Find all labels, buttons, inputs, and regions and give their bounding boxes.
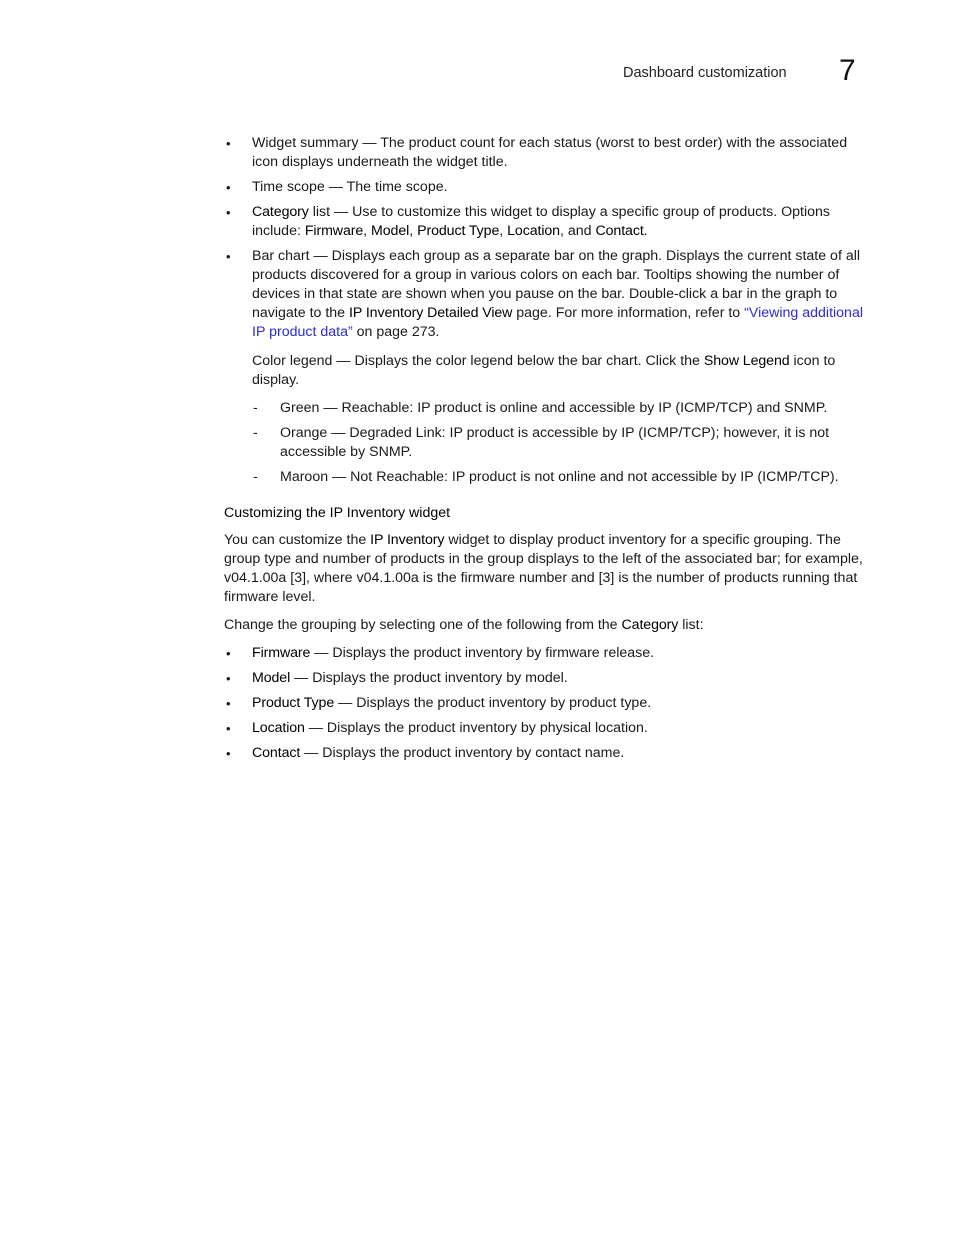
separator: , [363,223,372,239]
list-item [224,644,870,663]
time-scope-text: Time scope — The time scope. [252,179,448,195]
bullet-icon: • [226,249,231,264]
option-desc: — Displays the product inventory by physical location. [304,720,648,736]
ui-term-ip-inventory-detailed-view: IP Inventory Detailed View [349,305,513,321]
bullet-icon: • [226,646,231,661]
bullet-icon: • [226,671,231,686]
list-item [224,744,870,763]
chapter-number: 7 [839,54,856,87]
change-grouping-paragraph [224,616,870,635]
section-heading: Customizing the IP Inventory widget [224,505,451,521]
bar-chart-text: Bar chart — Displays each group as a separate bar on the graph. Displays the current state of all products discovered for a group in various colors on each bar. Tooltips showing the number of devices in that state are shown when you pause on the bar. Double-click a bar in the graph to navigate to the [252,248,861,321]
widget-summary-text: Widget summary — The product count for each status (worst to best order) with the associated icon displays underneath the widget title. [252,135,848,170]
cross-reference-link[interactable]: “Viewing additional IP product data” [252,305,863,340]
color-legend-text-b: icon to display. [252,353,836,388]
category-text: list — Use to customize this widget to display a specific group of products. Options include: [252,204,831,239]
sentence-end: . [643,223,648,239]
ui-term-category: Category [621,617,679,633]
bullet-icon: • [226,205,231,220]
list-item [224,669,870,688]
section-intro-paragraph [224,531,870,607]
bullet-icon: • [226,721,231,736]
intro-text: You can customize the [224,532,371,548]
ui-term-location: Location [252,720,305,736]
bullet-icon: • [226,136,231,151]
list-item [252,424,870,462]
dash-icon: - [253,400,258,416]
separator: , and [559,223,596,239]
ui-term-contact: Contact [252,745,301,761]
legend-maroon-text: Maroon — Not Reachable: IP product is not online and not accessible by IP (ICMP/TCP). [280,469,839,485]
ui-term-model: Model [371,223,410,239]
legend-orange-text: Orange — Degraded Link: IP product is accessible by IP (ICMP/TCP); however, it is not accessible by SNMP. [280,425,830,460]
ui-term-ip-inventory: IP Inventory [370,532,445,548]
option-desc: — Displays the product inventory by model. [290,670,568,686]
list-item [224,694,870,713]
change-text-b: list: [678,617,704,633]
option-desc: — Displays the product inventory by firmware release. [310,645,655,661]
bullet-icon: • [226,696,231,711]
grouping-options-list [224,644,870,763]
list-item [252,399,870,418]
option-desc: — Displays the product inventory by contact name. [300,745,625,761]
section-title: Dashboard customization [623,65,787,81]
legend-green-text: Green — Reachable: IP product is online and accessible by IP (ICMP/TCP) and SNMP. [280,400,828,416]
list-item [224,719,870,738]
dash-icon: - [253,469,258,485]
page-reference-text: on page 273. [352,324,440,340]
bullet-icon: • [226,180,231,195]
separator: , [409,223,418,239]
page-content [224,134,870,769]
ui-term-model: Model [252,670,291,686]
bar-chart-text-b: page. For more information, refer to [512,305,745,321]
bullet-icon: • [226,746,231,761]
color-legend-paragraph [252,352,870,390]
color-legend-list [252,399,870,487]
color-legend-text: Color legend — Displays the color legend below the bar chart. Click the [252,353,704,369]
ui-term-product-type: Product Type [252,695,335,711]
ui-term-show-legend: Show Legend [703,353,790,369]
change-text: Change the grouping by selecting one of the following from the [224,617,622,633]
ui-term-category: Category [252,204,309,220]
ui-term-firmware: Firmware [252,645,311,661]
list-item [252,468,870,487]
list-item [224,178,870,197]
ui-term-location: Location [507,223,560,239]
widget-features-list [224,134,870,342]
list-item [224,203,870,241]
option-desc: — Displays the product inventory by product type. [334,695,652,711]
ui-term-contact: Contact [595,223,644,239]
ui-term-firmware: Firmware [304,223,364,239]
intro-text-b: widget to display product inventory for a specific grouping. The group type and number of products in the group displays to the left of the associated bar; for example, v04.1.00a [3], where v04.1.00a is the firmware number and [3] is the number of products running that firmware level. [224,532,863,605]
list-item [224,247,870,342]
ui-term-product-type: Product Type [417,223,500,239]
dash-icon: - [253,425,258,441]
list-item [224,134,870,172]
separator: , [499,223,508,239]
